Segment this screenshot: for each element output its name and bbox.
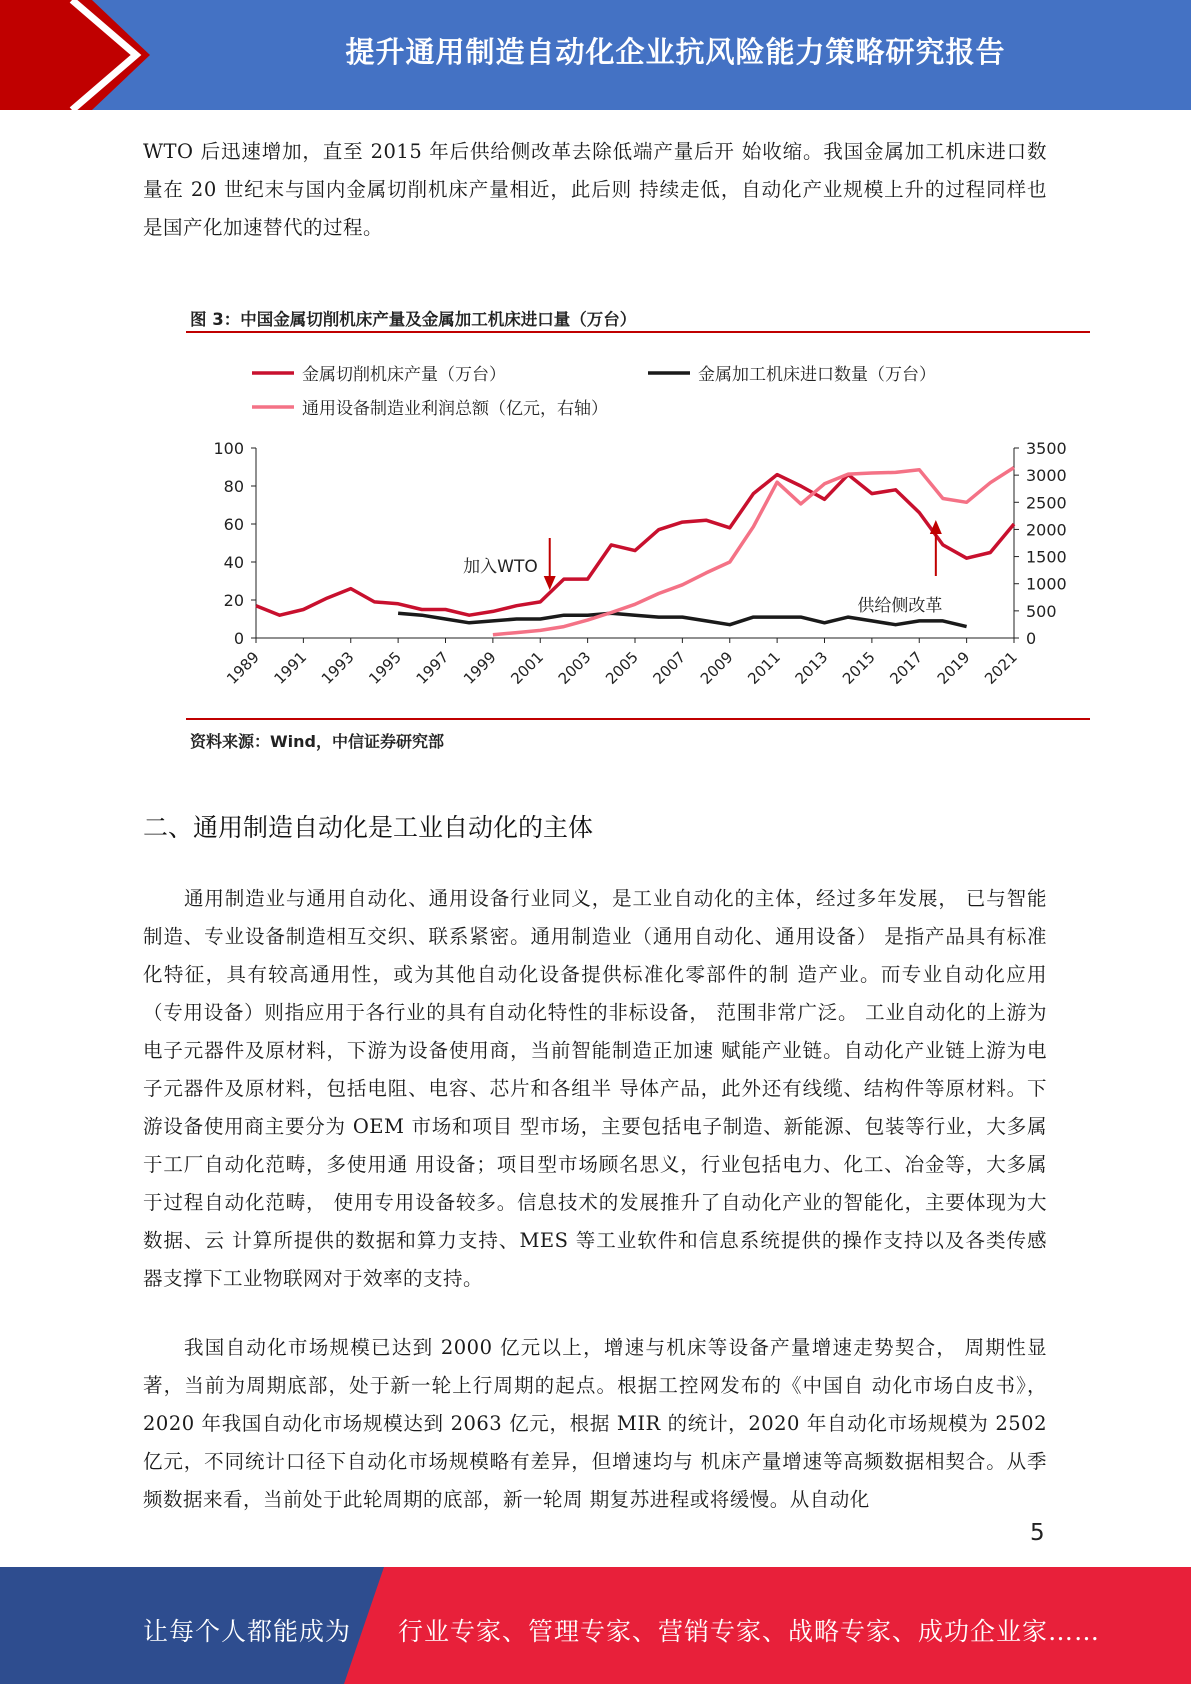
chart-legend	[252, 365, 936, 419]
y-left-tick-label: 100	[213, 439, 244, 458]
header-red-chevron	[0, 0, 150, 110]
series-line-0	[256, 475, 1014, 616]
x-tick-label: 2019	[933, 648, 974, 688]
page-header	[0, 0, 1191, 110]
page-number: 5	[1030, 1520, 1045, 1546]
x-tick-label: 1999	[459, 648, 500, 688]
y-right-tick-label: 500	[1026, 601, 1057, 621]
x-ticks	[223, 638, 1021, 688]
y-left-tick-label: 60	[223, 515, 244, 534]
x-tick-label: 2017	[886, 648, 927, 688]
x-tick-label: 2003	[554, 648, 595, 688]
annotation-label-reform: 供给侧改革	[857, 596, 943, 616]
legend-label-production: 金属切削机床产量（万台）	[302, 365, 506, 385]
figure-source: 资料来源：Wind，中信证券研究部	[190, 732, 444, 751]
x-tick-label: 1995	[365, 648, 405, 688]
x-tick-label: 1991	[270, 648, 311, 688]
y-right-tick-label: 3500	[1026, 439, 1067, 458]
figure-top-rule	[186, 331, 1090, 333]
y-left-tick-label: 40	[223, 553, 244, 572]
legend-label-imports: 金属加工机床进口数量（万台）	[698, 365, 936, 385]
x-tick-label: 2015	[838, 648, 879, 688]
section-paragraph-1: 通用制造业与通用自动化、通用设备行业同义，是工业自动化的主体，经过多年发展， 已与智能制造、专业设备制造相互交织、联系紧密。通用制造业（通用自动化、通用设备） 是指产品具有标准化特征，具有较高通用性，或为其他自动化设备提供标准化零部件的制 造产业。而专业自动化应用（专用设备）则指应用于各行业的具有自动化特性的非标设备， 范围非常广泛。 工业自动化的上游为电子元器件及原材料，下游为设备使用商，当前智能制造正加速 赋能产业链。自动化产业链上游为电子元器件及原材料，包括电阻、电容、芯片和各组半 导体产品，此外还有线缆、结构件等原材料。下游设备使用商主要分为 OEM 市场和项目 型市场，主要包括电子制造、新能源、包装等行业，大多属于工厂自动化范畴，多使用通 用设备；项目型市场顾名思义，行业包括电力、化工、冶金等，大多属于过程自动化范畴， 使用专用设备较多。信息技术的发展推升了自动化产业的智能化，主要体现为大数据、云 计算所提供的数据和算力支持、MES 等工业软件和信息系统提供的操作支持以及各类传感 器支撑下工业物联网对于效率的支持。	[143, 887, 1047, 1290]
x-tick-label: 2009	[696, 648, 737, 688]
header-title: 提升通用制造自动化企业抗风险能力策略研究报告	[345, 35, 1006, 69]
section-heading: 二、通用制造自动化是工业自动化的主体	[143, 813, 594, 842]
footer-slogan-left: 让每个人都能成为	[143, 1617, 352, 1646]
x-tick-label: 2013	[791, 648, 832, 688]
y-right-tick-label: 2500	[1026, 493, 1067, 513]
y-right-tick-label: 1000	[1026, 574, 1067, 594]
x-tick-label: 2021	[981, 648, 1021, 688]
annotation-label-wto: 加入WTO	[463, 557, 538, 577]
x-tick-label: 1993	[317, 648, 358, 688]
intro-paragraph: WTO 后迅速增加，直至 2015 年后供给侧改革去除低端产量后开 始收缩。我国金属加工机床进口数量在 20 世纪末与国内金属切削机床产量相近，此后则 持续走低，自动化产业规模上升的过程同样也是国产化加速替代的过程。	[143, 140, 1047, 239]
x-tick-label: 2001	[507, 648, 548, 688]
figure-bottom-rule	[186, 718, 1090, 720]
legend-label-profit: 通用设备制造业利润总额（亿元，右轴）	[302, 399, 608, 419]
y-right-tick-label: 2000	[1026, 520, 1067, 540]
y-right-tick-label: 1500	[1026, 547, 1067, 567]
figure-title: 图 3：中国金属切削机床产量及金属加工机床进口量（万台）	[190, 310, 637, 329]
x-tick-label: 2005	[602, 648, 642, 688]
section-paragraph-2: 我国自动化市场规模已达到 2000 亿元以上，增速与机床等设备产量增速走势契合， 周期性显著，当前为周期底部，处于新一轮上行周期的起点。根据工控网发布的《中国自 动化市场白皮书》，2020 年我国自动化市场规模达到 2063 亿元，根据 MIR 的统计，2020 年自动化市场规模为 2502 亿元，不同统计口径下自动化市场规模略有差异，但增速均与 机床产量增速等高频数据相契合。从季频数据来看，当前处于此轮周期的底部，新一轮周 期复苏进程或将缓慢。从自动化	[143, 1336, 1047, 1511]
y-left-tick-label: 0	[233, 629, 244, 648]
x-tick-label: 1997	[412, 648, 453, 688]
x-tick-label: 2007	[649, 648, 690, 688]
y-right-tick-label: 0	[1026, 629, 1037, 648]
x-tick-label: 2011	[744, 648, 784, 688]
y-right-ticks	[1014, 439, 1067, 648]
y-left-ticks	[213, 439, 256, 648]
y-right-tick-label: 3000	[1026, 466, 1067, 486]
footer-slogan-right: 行业专家、管理专家、营销专家、战略专家、成功企业家……	[398, 1617, 1101, 1646]
x-tick-label: 1989	[223, 648, 263, 688]
y-left-tick-label: 20	[223, 591, 244, 610]
line-chart	[186, 340, 1090, 710]
y-left-tick-label: 80	[223, 477, 244, 496]
